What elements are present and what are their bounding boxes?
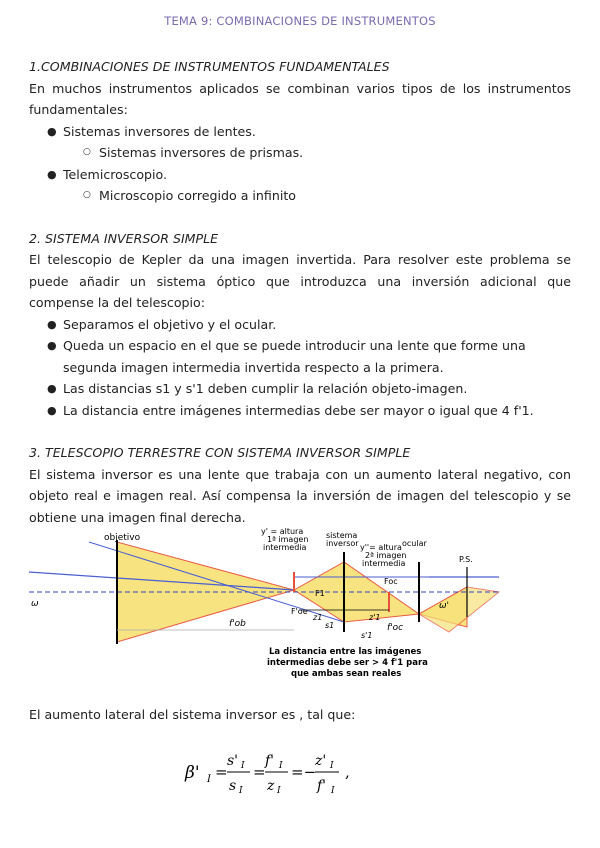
label-Foc: Foc (384, 577, 398, 586)
sub-list-item: ○ Microscopio corregido a infinito (99, 185, 571, 207)
label-sist1: sistema (326, 531, 358, 540)
circle-bullet-icon: ○ (83, 190, 91, 200)
formula-lhs: β' (185, 763, 200, 783)
label-s1p: s'1 (361, 631, 373, 640)
list-item: ● Las distancias s1 y s'1 deben cumplir la relación objeto-imagen. (63, 378, 571, 400)
label-fob: f'ob (229, 619, 246, 629)
list-item: ● Telemicroscopio. (63, 164, 571, 186)
page-title: TEMA 9: COMBINACIONES DE INSTRUMENTOS (164, 14, 436, 28)
formula-d1: s (229, 778, 237, 794)
label-objetivo: objetivo (104, 533, 141, 543)
formula-lhs-sub: I (207, 774, 211, 785)
label-F1: F1 (315, 589, 325, 598)
list-item: ● Queda un espacio en el que se puede introducir una lente que forme una segunda imagen intermedia invertida respecto a la primera. (63, 335, 571, 378)
list-item: ● Sistemas inversores de lentes. (63, 121, 571, 143)
formula-d2: z (267, 778, 275, 794)
list-item (63, 142, 571, 164)
section2-list (29, 314, 571, 422)
formula-d3: f' (317, 778, 327, 794)
formula-d1-sub: I (239, 786, 243, 796)
label-ocular: ocular (402, 539, 427, 548)
formula-minus: =− (291, 763, 317, 781)
formula-n3: z' (315, 753, 327, 769)
section3-intro: El sistema inversor es una lente que trabaja con un aumento lateral negativo, con objeto real e imagen real. Así compensa la inversión de imagen del telescopio y se obtiene una imagen final derecha. (29, 466, 571, 525)
label-sist2: inversor (326, 539, 359, 548)
circle-bullet-icon: ○ (83, 147, 91, 157)
caption-line2: intermedias debe ser > 4 f'1 para (267, 658, 428, 668)
bullet-icon: ● (47, 403, 57, 417)
label-omega-prime: ω' (439, 601, 450, 611)
label-foc: f'oc (387, 623, 404, 633)
label-y1a: y' = altura (261, 527, 304, 536)
formula-eq: = (215, 763, 228, 781)
caption-line3: que ambas sean reales (291, 669, 402, 679)
section2-heading: 2. SISTEMA INVERSOR SIMPLE (29, 230, 219, 246)
formula-d3-sub: I (331, 786, 335, 796)
label-ps: P.S. (459, 555, 473, 564)
section2-intro: El telescopio de Kepler da una imagen invertida. Para resolver este problema se puede añadir un sistema óptico que introduzca una inversión adicional que compense la del telescopio: (29, 252, 571, 310)
document-body (29, 56, 571, 726)
bullet-icon: ● (47, 382, 57, 395)
section1-heading: 1.COMBINACIONES DE INSTRUMENTOS FUNDAMENTALES (29, 59, 390, 74)
formula-comma: , (345, 763, 350, 781)
formula-n2-sub: I (279, 761, 283, 771)
formula-n2: f' (265, 753, 275, 769)
list-item: ● La distancia entre imágenes intermedias debe ser mayor o igual que 4 f'1. (63, 400, 571, 422)
bullet-icon: ● (47, 339, 57, 352)
formula-n3-sub: I (330, 761, 334, 771)
label-s1: s1 (325, 621, 335, 630)
sub-list-item: ○ Sistemas inversores de prismas. (99, 142, 571, 164)
label-z1p: z'1 (369, 613, 381, 622)
bullet-icon: ● (47, 167, 57, 181)
formula-n1: s' (227, 753, 239, 769)
section1-list (29, 121, 571, 207)
label-y1c: intermedia (263, 543, 307, 552)
label-y1b: 1ª imagen (267, 535, 309, 544)
lateral-magnification-formula (155, 744, 395, 804)
label-y2a: y''= altura (360, 543, 402, 552)
list-item: ● Separamos el objetivo y el ocular. (63, 314, 571, 336)
formula-n1-sub: I (241, 761, 245, 771)
label-omega: ω (31, 599, 39, 609)
formula-d2-sub: I (277, 786, 281, 796)
label-y2b: 2ª imagen (365, 551, 407, 560)
telescope-diagram (29, 527, 571, 694)
label-Fprime-oe: F'oe (291, 607, 308, 616)
caption-line1: La distancia entre las imágenes (269, 647, 422, 657)
list-item (63, 185, 571, 207)
bullet-icon: ● (47, 124, 57, 138)
label-z1: z1 (313, 613, 323, 622)
telescope-diagram-svg (29, 527, 571, 694)
formula-eq2: = (253, 763, 266, 781)
section3-heading: 3. TELESCOPIO TERRESTRE CON SISTEMA INVERSOR SIMPLE (29, 445, 411, 460)
section4-text: El aumento lateral del sistema inversor es , tal que: (29, 707, 356, 722)
bullet-icon: ● (47, 317, 57, 331)
label-y2c: intermedia (362, 559, 406, 568)
section1-intro: En muchos instrumentos aplicados se combinan varios tipos de los instrumentos fundamentales: (29, 80, 571, 117)
